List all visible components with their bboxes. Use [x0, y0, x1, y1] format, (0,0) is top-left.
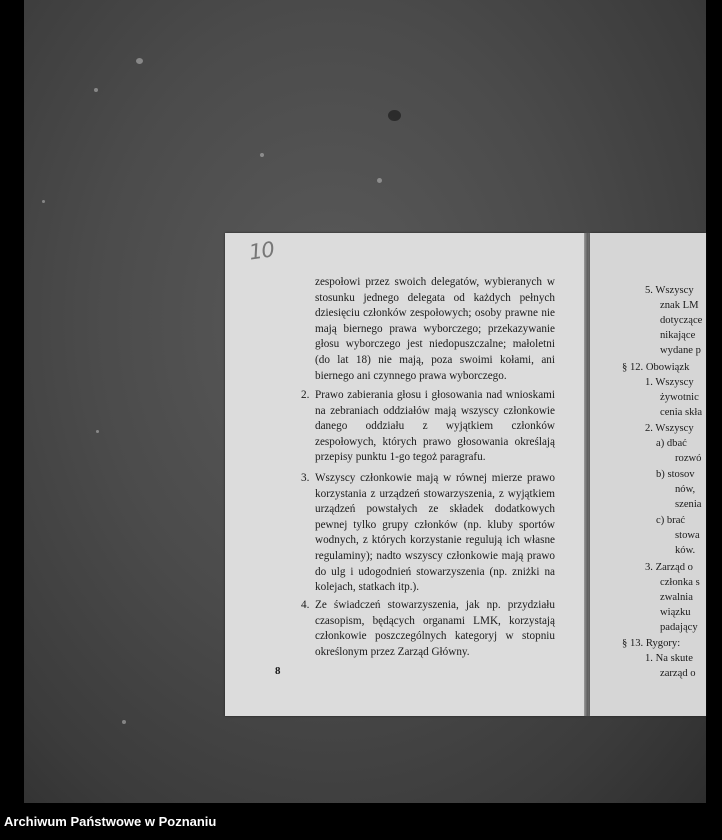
right-page-line: wydane p [660, 345, 701, 356]
right-page-line: padający [660, 622, 698, 633]
right-page-line: nikające [660, 330, 696, 341]
right-page-line: § 12. Obowiązk [622, 362, 690, 373]
dust-speck [96, 430, 99, 433]
right-page-line: § 13. Rygory: [622, 638, 681, 649]
right-page-line: 3. Zarząd o [645, 562, 693, 573]
right-page-line: b) stosov [656, 469, 695, 480]
dust-speck [94, 88, 98, 92]
right-page-line: cenia skła [660, 407, 703, 418]
right-page-line: 5. Wszyscy [645, 285, 694, 296]
right-page-line: zwalnia [660, 592, 693, 603]
dark-spot [388, 110, 401, 121]
right-page-line: wiązku [660, 607, 691, 618]
archive-footer [0, 803, 722, 840]
page-number: 8 [275, 665, 281, 677]
dust-speck [42, 200, 45, 203]
item-number: 4. [301, 599, 310, 611]
right-page-line: 1. Na skute [645, 653, 693, 664]
item-text: Ze świadczeń stowarzyszenia, jak np. przydziału czasopism, będących organami LMK, korzystają członkowie poszczególnych kategoryj w stopniu określonym przez Zarząd Główny. [315, 599, 555, 658]
dust-speck [122, 720, 126, 724]
dust-speck [136, 58, 143, 64]
intro-paragraph: zespołowi przez swoich delegatów, wybieranych w stosunku jednego delegata od każdych pełnych dziesięciu członków zespołowych; osoby prawne nie mają biernego prawa wyborczego; przekazywanie głosu wyborczego jest niedopuszczalne; małoletni (do lat 18) nie mają, poza swoimi kołami, ani biernego ani czynnego prawa wyborczego. [315, 276, 555, 382]
right-page-line: a) dbać [656, 438, 687, 449]
right-page-line: szenia [675, 499, 702, 510]
handwritten-mark: 10 [247, 237, 276, 265]
right-page-line: 2. Wszyscy [645, 423, 694, 434]
item-text: Wszyscy członkowie mają w równej mierze prawo korzystania z urządzeń stowarzyszenia, z wyjątkiem urządzeń powstałych ze składek dodatkowych pewnej tylko grupy członków (np. kluby sportów wodnych, z których korzystanie regulują ich własne regulaminy); nadto wszyscy członkowie mają prawo do ulg i udogodnień stowarzyszenia (np. zniżki na kolejach, statkach itp.). [315, 472, 555, 594]
right-page-line: 1. Wszyscy [645, 377, 694, 388]
archive-label: Archiwum Państwowe w Poznaniu [4, 814, 217, 829]
right-page-line: znak LM [660, 300, 699, 311]
right-page-line: członka s [660, 577, 700, 588]
right-page-line: stowa [675, 530, 700, 541]
right-page-line: zarząd o [660, 668, 696, 679]
right-page [590, 233, 706, 716]
right-page-line: nów, [675, 484, 696, 495]
dust-speck [260, 153, 264, 157]
right-page-line: dotyczące [660, 315, 703, 326]
dust-speck [377, 178, 382, 183]
left-page [225, 233, 585, 716]
right-page-line: żywotnic [660, 392, 699, 403]
item-text: Prawo zabierania głosu i głosowania nad wnioskami na zebraniach oddziałów mają wszyscy członkowie danego oddziału z wyjątkiem członków zespołowych, których prawo głosowania określają przepisy punktu 1-go tegoż paragrafu. [315, 389, 555, 464]
right-page-line: c) brać [656, 515, 686, 526]
right-page-line: ków. [675, 545, 696, 556]
item-number: 3. [301, 472, 310, 484]
item-number: 2. [301, 389, 310, 401]
right-page-line: rozwó [675, 453, 702, 464]
